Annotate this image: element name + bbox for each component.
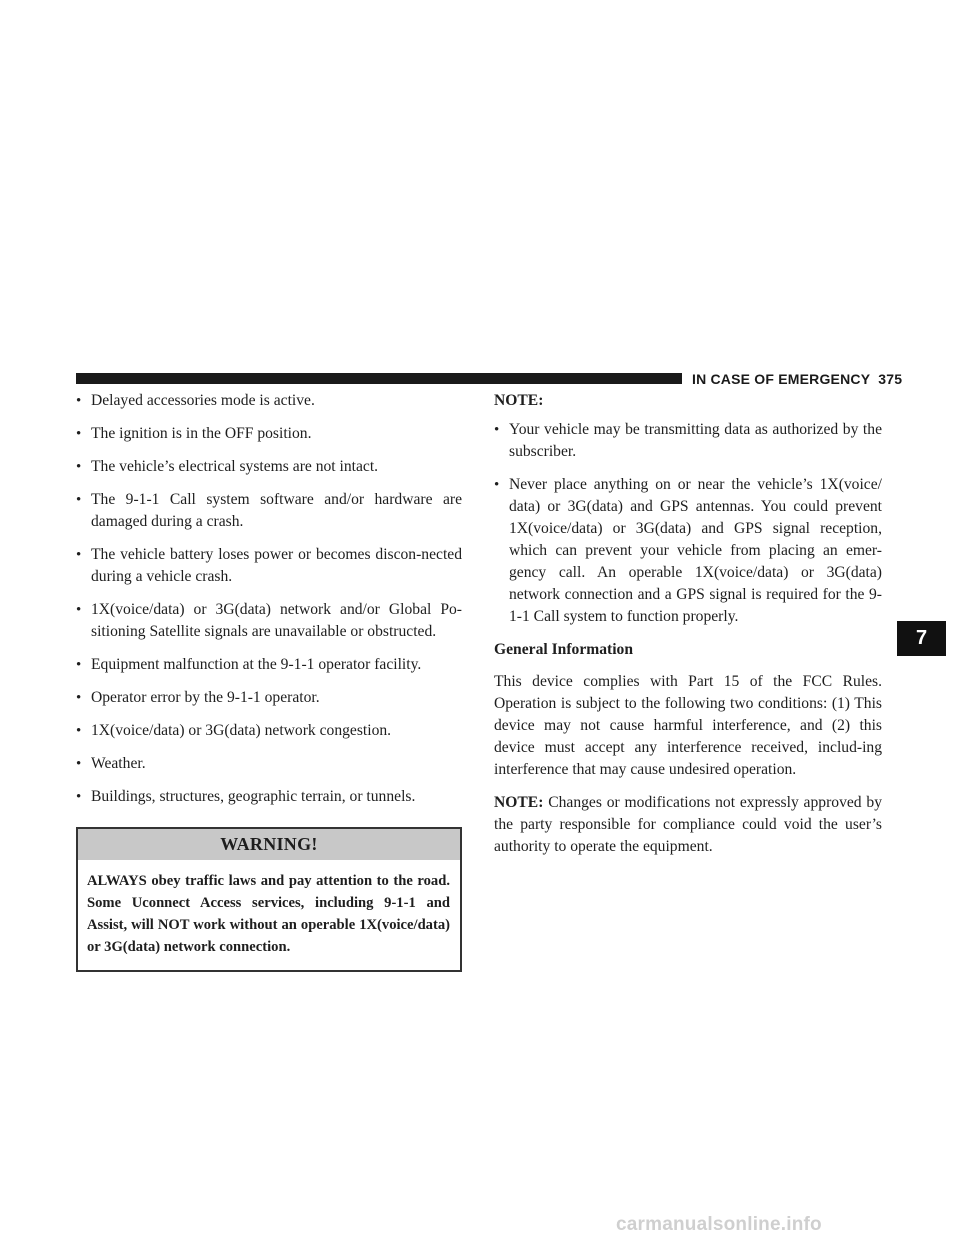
chapter-tab: 7 <box>897 621 946 656</box>
list-item: • Buildings, structures, geographic terrain, or tunnels. <box>76 786 462 808</box>
note-list <box>494 419 882 628</box>
general-information-heading: General Information <box>494 641 634 658</box>
warning-body: ALWAYS obey traffic laws and pay attention to the road. Some Uconnect Access services, including 9-1-1 and Assist, will NOT work without an operable 1X(voice/data) or 3G(data) network connection. <box>87 873 450 955</box>
note2-label: NOTE: <box>494 794 544 811</box>
section-title-label: IN CASE OF EMERGENCY <box>692 371 871 387</box>
list-item: • The ignition is in the OFF position. <box>76 423 462 445</box>
list-item: • 1X(voice/data) or 3G(data) network and/or Global Po-sitioning Satellite signals are unavailable or obstructed. <box>76 599 462 643</box>
warning-title: WARNING! <box>78 829 460 860</box>
header-title <box>692 368 902 390</box>
failure-conditions-list <box>76 390 462 808</box>
page-number: 375 <box>878 371 903 387</box>
warning-box <box>76 827 462 972</box>
header-rule <box>76 373 682 384</box>
list-item: • The vehicle’s electrical systems are not intact. <box>76 456 462 478</box>
list-item: • 1X(voice/data) or 3G(data) network congestion. <box>76 720 462 742</box>
list-item: • Equipment malfunction at the 9-1-1 operator facility. <box>76 654 462 676</box>
note2-text: Changes or modifications not expressly approved by the party responsible for compliance could void the user’s authority to operate the equipment. <box>494 794 882 855</box>
list-item: • The 9-1-1 Call system software and/or hardware are damaged during a crash. <box>76 489 462 533</box>
note-paragraph <box>494 792 882 858</box>
watermark: carmanualsonline.info <box>616 1214 822 1235</box>
list-item: • Operator error by the 9-1-1 operator. <box>76 687 462 709</box>
list-item: • Never place anything on or near the vehicle’s 1X(voice/ data) or 3G(data) and GPS antennas. You could prevent 1X(voice/data) or 3G(data) and GPS signal reception, which can prevent your vehicle from placing an emer-gency call. An operable 1X(voice/data) or 3G(data) network connection and a GPS signal is required for the 9-1-1 Call system to function properly. <box>494 474 882 628</box>
left-column <box>76 390 462 972</box>
note-label: NOTE: <box>494 392 544 409</box>
list-item: • Delayed accessories mode is active. <box>76 390 462 412</box>
list-item: • Weather. <box>76 753 462 775</box>
page-header <box>0 368 960 390</box>
right-column <box>494 390 882 869</box>
general-information-text: This device complies with Part 15 of the FCC Rules. Operation is subject to the following two conditions: (1) This device may not cause harmful interference, and (2) this device must accept any interference received, includ-ing interference that may cause undesired operation. <box>494 673 882 778</box>
list-item: • Your vehicle may be transmitting data as authorized by the subscriber. <box>494 419 882 463</box>
list-item: • The vehicle battery loses power or becomes discon-nected during a vehicle crash. <box>76 544 462 588</box>
